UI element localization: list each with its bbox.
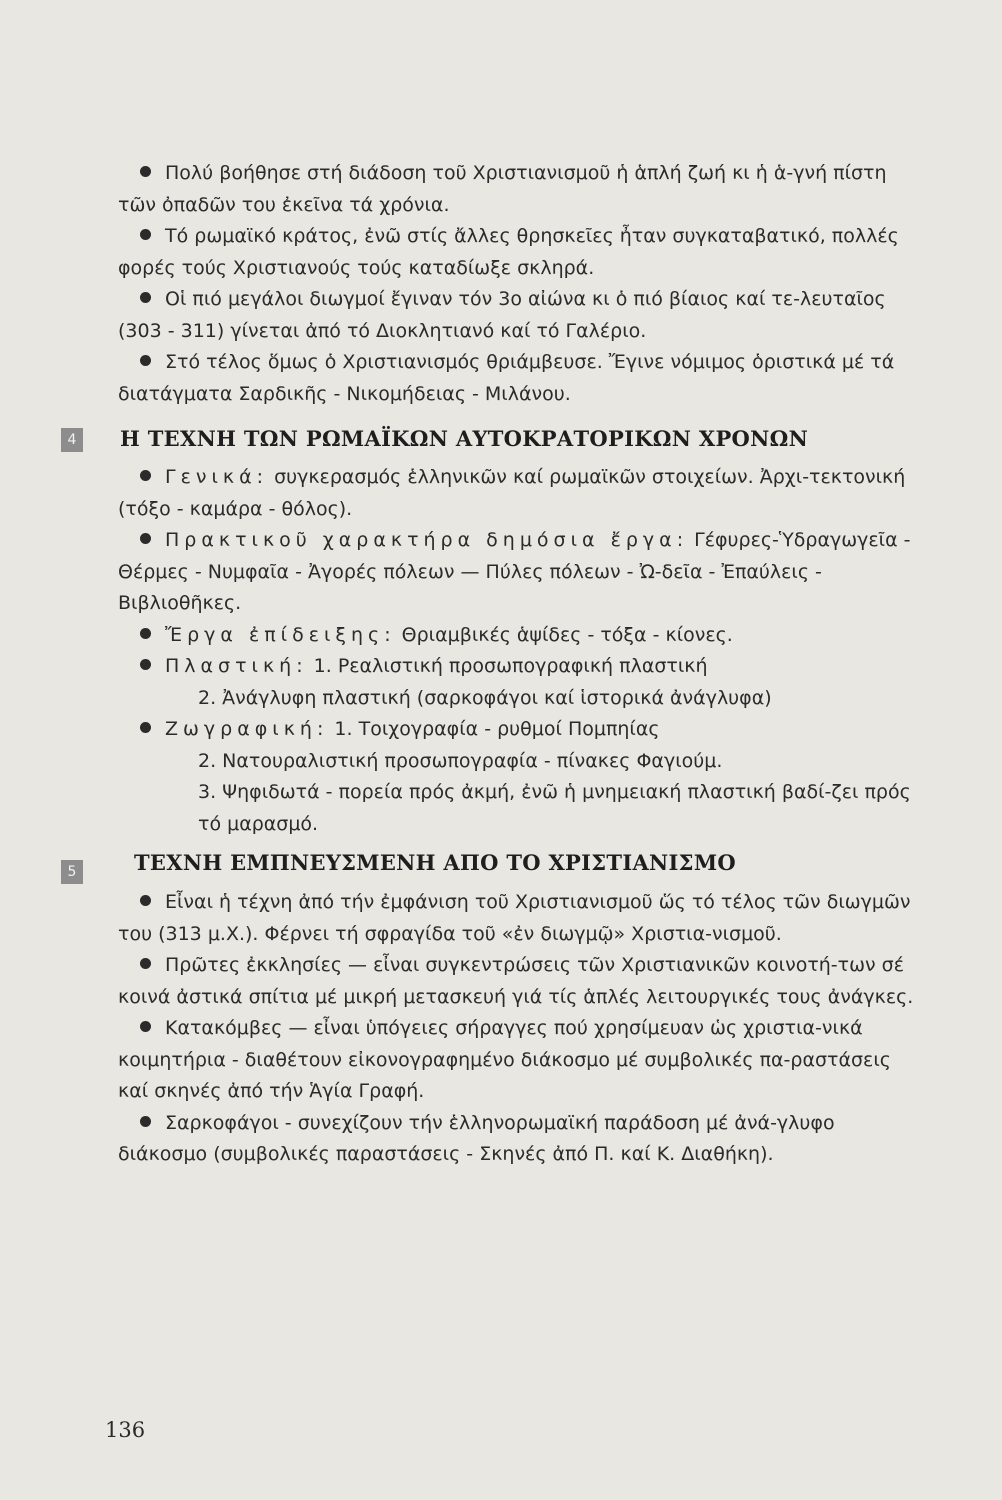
bullet-icon bbox=[140, 722, 151, 733]
zografiki-item: Ζωγραφική: 1. Τοιχογραφία - ρυθμοί Πομπηίας bbox=[118, 714, 918, 746]
bullet-icon bbox=[140, 628, 151, 639]
bullet-icon bbox=[140, 1021, 151, 1032]
bullet-icon bbox=[140, 895, 151, 906]
section-4-body bbox=[118, 462, 918, 840]
section-5-item: Κατακόμβες — εἶναι ὑπόγειες σήραγγες πού χρησίμευαν ὡς χριστια-νικά κοιμητήρια - διαθέτουν εἰκονογραφημένο διάκοσμο μέ συμβολικές πα-ραστάσεις καί σκηνές ἀπό τήν Ἁγία Γραφή. bbox=[118, 1017, 891, 1102]
bullet-icon bbox=[140, 958, 151, 969]
section-5-heading: ΤΕΧΝΗ ΕΜΠΝΕΥΣΜΕΝΗ ΑΠΟ ΤΟ ΧΡΙΣΤΙΑΝΙΣΜΟ bbox=[134, 850, 736, 875]
intro-paragraph: Στό τέλος ὅμως ὁ Χριστιανισμός θριάμβευσε. Ἔγινε νόμιμος ὁριστικά μέ τά διατάγματα Σαρδικῆς - Νικομήδειας - Μιλάνου. bbox=[118, 351, 895, 405]
intro-paragraph: Πολύ βοήθησε στή διάδοση τοῦ Χριστιανισμοῦ ἡ ἁπλή ζωή κι ἡ ἁ-γνή πίστη τῶν ὀπαδῶν του ἐκεῖνα τά χρόνια. bbox=[118, 162, 887, 216]
section-number-5: 5 bbox=[61, 860, 83, 884]
intro-paragraph: Τό ρωμαϊκό κράτος, ἐνῶ στίς ἄλλες θρησκεῖες ἦταν συγκαταβατικό, πολλές φορές τούς Χριστιανούς τούς καταδίωξε σκληρά. bbox=[118, 225, 899, 279]
section-5-item: Σαρκοφάγοι - συνεχίζουν τήν ἑλληνορωμαϊκή παράδοση μέ ἀνά-γλυφο διάκοσμο (συμβολικές παραστάσεις - Σκηνές ἀπό Π. καί Κ. Διαθήκη). bbox=[118, 1111, 835, 1165]
plastiki-item: Πλαστική: 1. Ρεαλιστική προσωπογραφική πλαστική bbox=[118, 651, 918, 683]
erga-item: Ἔργα ἐπίδειξης: Θριαμβικές ἁψίδες - τόξα - κίονες. bbox=[118, 620, 918, 652]
bullet-icon bbox=[140, 1116, 151, 1127]
bullet-icon bbox=[140, 292, 151, 303]
bullet-icon bbox=[140, 533, 151, 544]
page-number: 136 bbox=[105, 1418, 146, 1442]
section-5-item: Εἶναι ἡ τέχνη ἀπό τήν ἐμφάνιση τοῦ Χριστιανισμοῦ ὥς τό τέλος τῶν διωγμῶν του (313 μ.Χ.). Φέρνει τή σφραγίδα τοῦ «ἐν διωγμῷ» Χριστια-νισμοῦ. bbox=[118, 891, 911, 945]
bleed-through-text bbox=[650, 118, 656, 142]
section-5-item: Πρῶτες ἐκκλησίες — εἶναι συγκεντρώσεις τῶν Χριστιανικῶν κοινοτή-των σέ κοινά ἀστικά σπίτια μέ μικρή μετασκευή γιά τίς ἁπλές λειτουργικές τους ἀνάγκες. bbox=[118, 954, 914, 1008]
bullet-icon bbox=[140, 229, 151, 240]
bullet-icon bbox=[140, 470, 151, 481]
praktikou-item: Πρακτικοῦ χαρακτήρα δημόσια ἔργα: Γέφυρες-Ὑδραγωγεῖα - Θέρμες - Νυμφαῖα - Ἀγορές πόλεων — Πύλες πόλεων - Ὠ-δεῖα - Ἐπαύλεις - Βιβλιοθῆκες. bbox=[118, 529, 911, 614]
bullet-icon bbox=[140, 659, 151, 670]
zografiki-subitem: 2. Νατουραλιστική προσωπογραφία - πίνακες Φαγιούμ. bbox=[198, 749, 723, 772]
zografiki-subitem: 3. Ψηφιδωτά - πορεία πρός ἀκμή, ἐνῶ ἡ μνημειακή πλαστική βαδί-ζει πρός τό μαρασμό. bbox=[198, 781, 911, 835]
bullet-icon bbox=[140, 166, 151, 177]
section-5-body bbox=[118, 887, 918, 1171]
plastiki-subitem: 2. Ἀνάγλυφη πλαστική (σαρκοφάγοι καί ἱστορικά ἀνάγλυφα) bbox=[198, 686, 772, 709]
intro-paragraph: Οἱ πιό μεγάλοι διωγμοί ἔγιναν τόν 3ο αἰώνα κι ὁ πιό βίαιος καί τε-λευταῖος (303 - 311) γίνεται ἀπό τό Διοκλητιανό καί τό Γαλέριο. bbox=[118, 288, 886, 342]
section-4-heading: Η ΤΕΧΝΗ ΤΩΝ ΡΩΜΑΪΚΩΝ ΑΥΤΟΚΡΑΤΟΡΙΚΩΝ ΧΡΟΝΩΝ bbox=[120, 426, 809, 451]
intro-section bbox=[118, 158, 918, 410]
section-number-4: 4 bbox=[61, 428, 83, 452]
genika-item: Γενικά: συγκερασμός ἑλληνικῶν καί ρωμαϊκῶν στοιχείων. Ἀρχι-τεκτονική (τόξο - καμάρα - θόλος). bbox=[118, 466, 906, 520]
bullet-icon bbox=[140, 355, 151, 366]
